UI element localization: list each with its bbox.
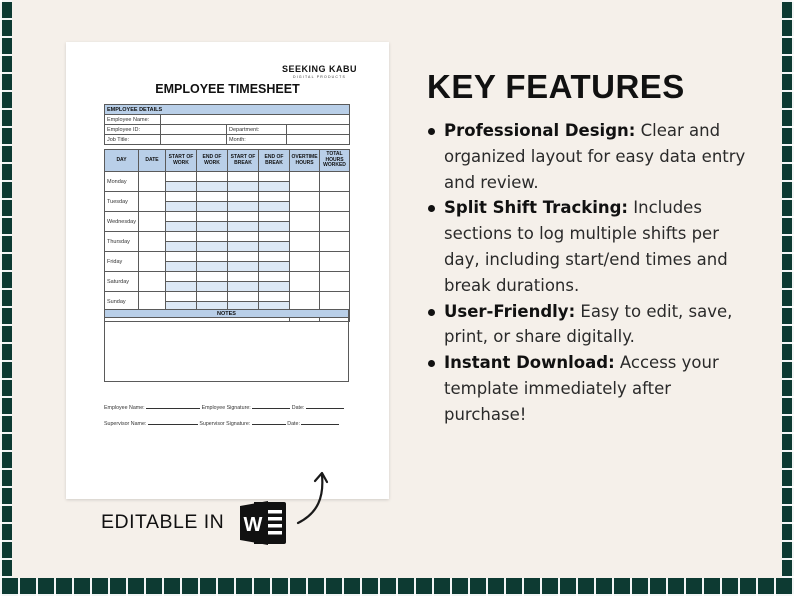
time-field[interactable]: [228, 292, 259, 302]
split-time-field[interactable]: [259, 242, 290, 252]
time-field[interactable]: [228, 192, 259, 202]
split-time-field[interactable]: [228, 282, 259, 292]
timesheet-preview: [66, 42, 389, 499]
feature-item: [428, 118, 748, 195]
total-hours-field[interactable]: [320, 212, 350, 232]
total-hours-field[interactable]: [320, 232, 350, 252]
time-field[interactable]: [166, 232, 197, 242]
time-field[interactable]: [259, 212, 290, 222]
brand-subtitle: DIGITAL PRODUCTS: [292, 75, 347, 79]
split-time-field[interactable]: [259, 202, 290, 212]
feature-label: Professional Design:: [444, 121, 636, 140]
time-field[interactable]: [228, 272, 259, 282]
split-time-field[interactable]: [259, 222, 290, 232]
split-time-field[interactable]: [197, 202, 228, 212]
bullet-icon: [428, 309, 435, 316]
supervisor-signature-row: [104, 419, 339, 427]
date-line-2[interactable]: [301, 419, 339, 425]
split-time-field[interactable]: [197, 282, 228, 292]
time-field[interactable]: [228, 172, 259, 182]
employee-id-field[interactable]: [161, 125, 227, 135]
feature-item: [428, 350, 748, 427]
split-time-field[interactable]: [166, 242, 197, 252]
date-line-1[interactable]: [306, 403, 344, 409]
col-day: DAY: [105, 150, 139, 172]
time-field[interactable]: [166, 192, 197, 202]
employee-name-sign-label: Employee Name:: [104, 405, 145, 411]
sheet-title: EMPLOYEE TIMESHEET: [155, 82, 300, 96]
date-field[interactable]: [139, 212, 166, 232]
time-field[interactable]: [259, 252, 290, 262]
time-field[interactable]: [166, 272, 197, 282]
time-field[interactable]: [197, 192, 228, 202]
date-field[interactable]: [139, 232, 166, 252]
time-field[interactable]: [166, 212, 197, 222]
bullet-icon: [428, 360, 435, 367]
feature-item: [428, 195, 748, 298]
day-label: Monday: [105, 172, 139, 192]
split-time-field[interactable]: [166, 262, 197, 272]
split-time-field[interactable]: [228, 242, 259, 252]
day-row: [105, 172, 350, 182]
feature-label: User-Friendly:: [444, 301, 576, 321]
time-field[interactable]: [228, 232, 259, 242]
overtime-field[interactable]: [290, 192, 320, 212]
notes-header: NOTES: [104, 309, 349, 318]
employee-id-label: Employee ID:: [105, 125, 161, 135]
features-title: KEY FEATURES: [427, 68, 685, 105]
date-field[interactable]: [139, 272, 166, 292]
total-hours-field[interactable]: [320, 192, 350, 212]
split-time-field[interactable]: [197, 262, 228, 272]
col-date: DATE: [139, 150, 166, 172]
overtime-field[interactable]: [290, 252, 320, 272]
time-field[interactable]: [259, 292, 290, 302]
time-field[interactable]: [166, 172, 197, 182]
feature-label: Split Shift Tracking:: [444, 198, 629, 218]
employee-details-table: [104, 104, 350, 145]
time-field[interactable]: [197, 212, 228, 222]
time-field[interactable]: [259, 172, 290, 182]
supervisor-name-line[interactable]: [148, 419, 198, 425]
split-time-field[interactable]: [166, 182, 197, 192]
feature-item: [428, 299, 748, 351]
supervisor-name-label: Supervisor Name:: [104, 421, 147, 427]
feature-text: Clear and organized layout for easy data entry and review.: [444, 121, 746, 192]
date-label-1: Date:: [291, 405, 305, 411]
col-total-hours: TOTAL HOURS WORKED: [320, 150, 350, 172]
overtime-field[interactable]: [290, 272, 320, 292]
time-field[interactable]: [228, 212, 259, 222]
day-row: [105, 212, 350, 222]
job-title-label: Job Title:: [105, 135, 161, 145]
day-label: Thursday: [105, 232, 139, 252]
split-time-field[interactable]: [197, 222, 228, 232]
overtime-field[interactable]: [290, 212, 320, 232]
word-letter: W: [243, 514, 263, 536]
time-field[interactable]: [197, 172, 228, 182]
time-field[interactable]: [197, 232, 228, 242]
department-label: Department:: [227, 125, 287, 135]
bullet-icon: [428, 205, 435, 212]
supervisor-signature-line[interactable]: [252, 419, 286, 425]
split-time-field[interactable]: [228, 182, 259, 192]
employee-signature-row: [104, 403, 344, 411]
job-title-field[interactable]: [161, 135, 227, 145]
split-time-field[interactable]: [166, 282, 197, 292]
time-field[interactable]: [197, 272, 228, 282]
curved-arrow-icon: [292, 465, 332, 527]
split-time-field[interactable]: [259, 262, 290, 272]
time-field[interactable]: [166, 292, 197, 302]
employee-name-field[interactable]: [161, 115, 350, 125]
time-field[interactable]: [166, 252, 197, 262]
day-row: [105, 232, 350, 242]
overtime-field[interactable]: [290, 232, 320, 252]
month-field[interactable]: [287, 135, 350, 145]
day-row: [105, 252, 350, 262]
employee-name-label: Employee Name:: [105, 115, 161, 125]
time-field[interactable]: [259, 272, 290, 282]
col-end-break: END OF BREAK: [259, 150, 290, 172]
total-hours-field[interactable]: [320, 172, 350, 192]
date-field[interactable]: [139, 172, 166, 192]
day-label: Sunday: [105, 292, 139, 312]
editable-in-label: EDITABLE IN: [101, 511, 225, 533]
microsoft-word-icon: [240, 500, 288, 546]
employee-signature-label: Employee Signature:: [201, 405, 251, 411]
time-field[interactable]: [228, 252, 259, 262]
time-field[interactable]: [259, 232, 290, 242]
day-row: [105, 292, 350, 302]
timesheet-table: [104, 149, 350, 322]
split-time-field[interactable]: [228, 222, 259, 232]
split-time-field[interactable]: [228, 262, 259, 272]
split-time-field[interactable]: [166, 202, 197, 212]
time-field[interactable]: [197, 252, 228, 262]
date-field[interactable]: [139, 192, 166, 212]
col-overtime: OVERTIME HOURS: [290, 150, 320, 172]
feature-text: Access your template immediately after purchase!: [444, 353, 719, 424]
month-label: Month:: [227, 135, 287, 145]
features-list: [428, 118, 748, 428]
split-time-field[interactable]: [197, 182, 228, 192]
feature-text: Includes sections to log multiple shifts per day, including start/end times and break durations.: [444, 198, 728, 295]
bullet-icon: [428, 128, 435, 135]
day-label: Wednesday: [105, 212, 139, 232]
day-label: Tuesday: [105, 192, 139, 212]
notes-field[interactable]: [104, 318, 349, 382]
col-end-work: END OF WORK: [197, 150, 228, 172]
supervisor-signature-label: Supervisor Signature:: [199, 421, 251, 427]
split-time-field[interactable]: [259, 282, 290, 292]
split-time-field[interactable]: [197, 242, 228, 252]
day-row: [105, 192, 350, 202]
total-hours-field[interactable]: [320, 272, 350, 292]
department-field[interactable]: [287, 125, 350, 135]
time-field[interactable]: [259, 192, 290, 202]
day-label: Saturday: [105, 272, 139, 292]
day-label: Friday: [105, 252, 139, 272]
employee-signature-line[interactable]: [252, 403, 290, 409]
feature-label: Instant Download:: [444, 353, 615, 373]
date-field[interactable]: [139, 252, 166, 272]
day-row: [105, 272, 350, 282]
split-time-field[interactable]: [259, 182, 290, 192]
brand-name: SEEKING KABU: [281, 64, 357, 74]
brand-logo: [282, 64, 357, 79]
details-header: EMPLOYEE DETAILS: [105, 105, 350, 115]
employee-name-line[interactable]: [146, 403, 200, 409]
split-time-field[interactable]: [228, 202, 259, 212]
time-field[interactable]: [197, 292, 228, 302]
total-hours-field[interactable]: [320, 252, 350, 272]
col-start-break: START OF BREAK: [228, 150, 259, 172]
overtime-field[interactable]: [290, 172, 320, 192]
col-start-work: START OF WORK: [166, 150, 197, 172]
feature-text: Easy to edit, save, print, or share digitally.: [444, 301, 733, 347]
date-label-2: Date:: [287, 421, 300, 427]
split-time-field[interactable]: [166, 222, 197, 232]
